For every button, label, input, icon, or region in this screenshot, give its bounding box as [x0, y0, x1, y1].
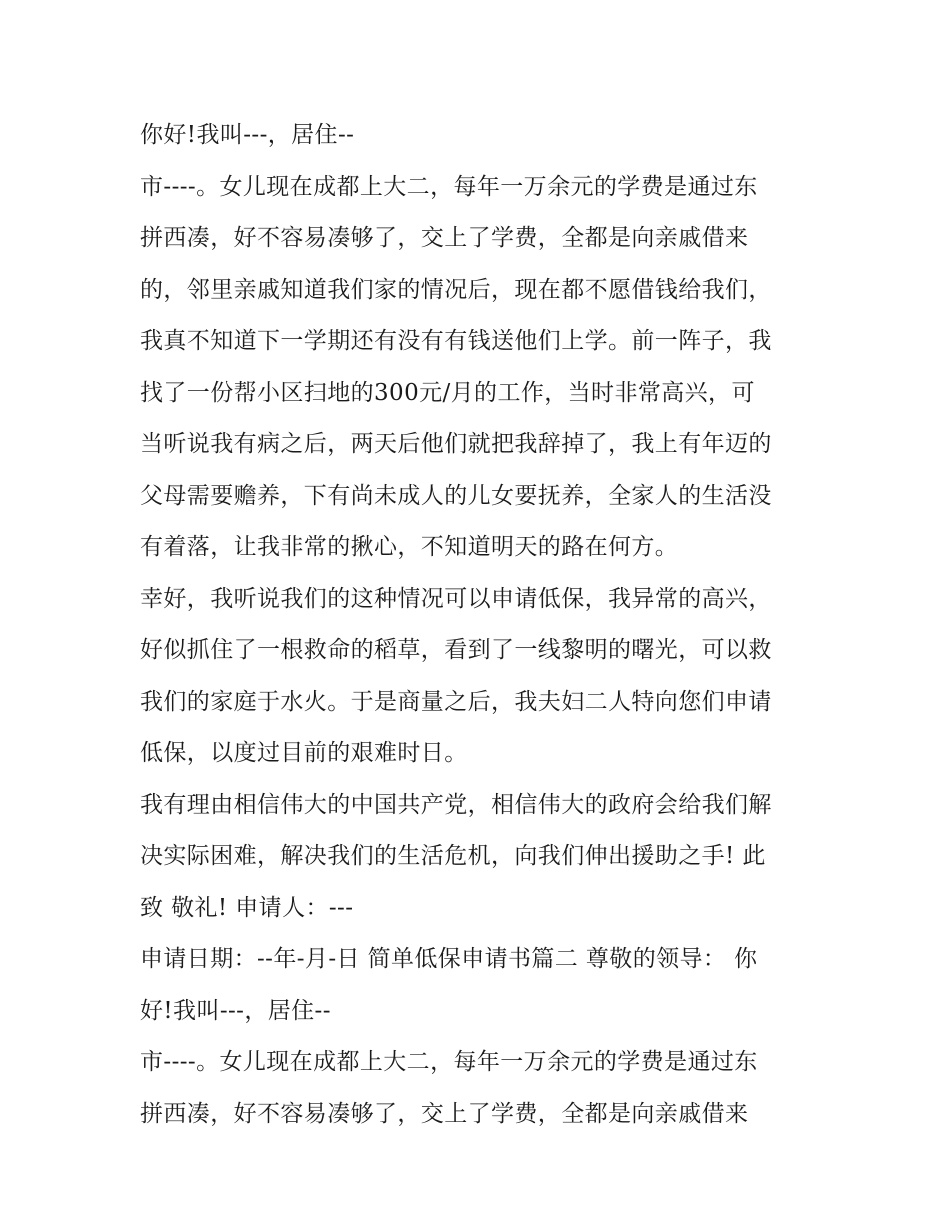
text-line: 致 敬礼! 申请人：--- [140, 894, 354, 921]
text-line: 申请日期：--年-月-日 简单低保申请书篇二 尊敬的领导： 你 [140, 946, 758, 972]
text-line: 父母需要赡养，下有尚未成人的儿女要抚养，全家人的生活没 [140, 482, 772, 509]
text-line: 市----。女儿现在成都上大二，每年一万余元的学费是通过东 [140, 173, 758, 200]
text-line: 我们的家庭于水火。于是商量之后，我夫妇二人特向您们申请 [140, 688, 772, 715]
text-line: 有着落，让我非常的揪心，不知道明天的路在何方。 [140, 534, 679, 560]
text-line: 你好!我叫---，居住-- [140, 122, 355, 148]
text-line: 低保，以度过目前的艰难时日。 [140, 740, 468, 766]
text-line: 拼西凑，好不容易凑够了，交上了学费，全都是向亲戚借来 [140, 1100, 749, 1127]
text-line: 我真不知道下一学期还有没有有钱送他们上学。前一阵子，我 [140, 328, 772, 354]
text-line: 的，邻里亲戚知道我们家的情况后，现在都不愿借钱给我们， [140, 276, 772, 303]
text-line: 拼西凑，好不容易凑够了，交上了学费，全都是向亲戚借来 [140, 225, 749, 251]
text-line: 市----。女儿现在成都上大二，每年一万余元的学费是通过东 [140, 1049, 758, 1075]
text-line: 好!我叫---，居住-- [140, 997, 331, 1024]
text-line: 找了一份帮小区扫地的300元/月的工作，当时非常高兴，可 [140, 379, 755, 406]
text-line: 幸好，我听说我们的这种情况可以申请低保，我异常的高兴， [140, 585, 772, 612]
text-line: 当听说我有病之后，两天后他们就把我辞掉了，我上有年迈的 [140, 431, 772, 457]
body-text [140, 110, 820, 1140]
text-line: 好似抓住了一根救命的稻草，看到了一线黎明的曙光，可以救 [140, 637, 772, 663]
text-line: 我有理由相信伟大的中国共产党，相信伟大的政府会给我们解 [140, 791, 772, 818]
text-line: 决实际困难，解决我们的生活危机，向我们伸出援助之手! 此 [140, 843, 766, 869]
